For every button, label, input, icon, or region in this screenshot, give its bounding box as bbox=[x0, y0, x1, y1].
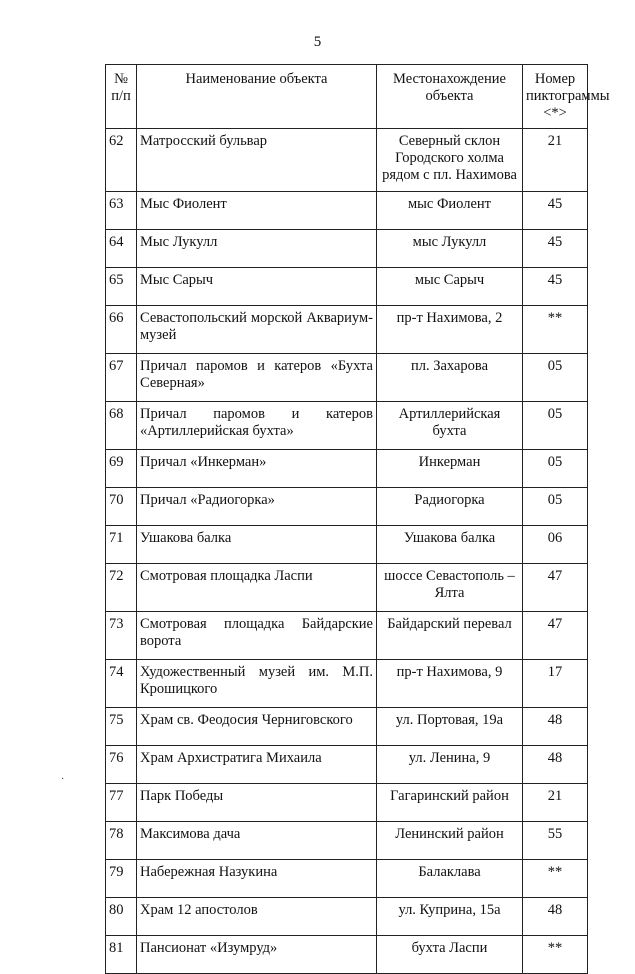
row-pictogram: 05 bbox=[523, 450, 588, 488]
row-location: Байдарский перевал bbox=[377, 612, 523, 660]
table-row bbox=[106, 746, 588, 784]
row-num: 62 bbox=[106, 129, 137, 192]
row-location: Артиллерийская бухта bbox=[377, 402, 523, 450]
row-num: 73 bbox=[106, 612, 137, 660]
row-name: Парк Победы bbox=[137, 784, 377, 822]
row-name: Ушакова балка bbox=[137, 526, 377, 564]
table-row bbox=[106, 822, 588, 860]
table-row bbox=[106, 450, 588, 488]
row-location: ул. Куприна, 15а bbox=[377, 898, 523, 936]
table-row bbox=[106, 860, 588, 898]
row-pictogram: 48 bbox=[523, 746, 588, 784]
row-location: Северный склон Городского холма рядом с пл. Нахимова bbox=[377, 129, 523, 192]
row-num: 76 bbox=[106, 746, 137, 784]
header-name: Наименование объекта bbox=[137, 65, 377, 129]
page-number: 5 bbox=[313, 34, 322, 50]
row-num: 64 bbox=[106, 230, 137, 268]
header-location: Местонахождение объекта bbox=[377, 65, 523, 129]
row-pictogram: 48 bbox=[523, 708, 588, 746]
row-num: 72 bbox=[106, 564, 137, 612]
table-row bbox=[106, 936, 588, 974]
row-location: пр-т Нахимова, 2 bbox=[377, 306, 523, 354]
row-name: Севастопольский морской Аквариум-музей bbox=[137, 306, 377, 354]
row-pictogram: 05 bbox=[523, 488, 588, 526]
row-location: пр-т Нахимова, 9 bbox=[377, 660, 523, 708]
row-name: Матросский бульвар bbox=[137, 129, 377, 192]
row-pictogram: ** bbox=[523, 306, 588, 354]
objects-table bbox=[105, 64, 610, 974]
row-name: Смотровая площадка Байдарские ворота bbox=[137, 612, 377, 660]
row-pictogram: 47 bbox=[523, 612, 588, 660]
row-name: Храм св. Феодосия Черниговского bbox=[137, 708, 377, 746]
row-num: 81 bbox=[106, 936, 137, 974]
row-location: ул. Портовая, 19а bbox=[377, 708, 523, 746]
row-pictogram: ** bbox=[523, 936, 588, 974]
row-location: Радиогорка bbox=[377, 488, 523, 526]
row-pictogram: 05 bbox=[523, 402, 588, 450]
row-pictogram: ** bbox=[523, 860, 588, 898]
row-name: Максимова дача bbox=[137, 822, 377, 860]
row-location: мыс Фиолент bbox=[377, 192, 523, 230]
row-location: Гагаринский район bbox=[377, 784, 523, 822]
table-row bbox=[106, 354, 588, 402]
row-num: 71 bbox=[106, 526, 137, 564]
row-num: 80 bbox=[106, 898, 137, 936]
row-num: 65 bbox=[106, 268, 137, 306]
row-name: Набережная Назукина bbox=[137, 860, 377, 898]
table-row bbox=[106, 660, 588, 708]
row-name: Смотровая площадка Ласпи bbox=[137, 564, 377, 612]
row-location: бухта Ласпи bbox=[377, 936, 523, 974]
row-location: шоссе Севастополь – Ялта bbox=[377, 564, 523, 612]
row-location: Ленинский район bbox=[377, 822, 523, 860]
row-location: Ушакова балка bbox=[377, 526, 523, 564]
table-row bbox=[106, 306, 588, 354]
row-name: Храм 12 апостолов bbox=[137, 898, 377, 936]
row-name: Причал «Радиогорка» bbox=[137, 488, 377, 526]
row-num: 66 bbox=[106, 306, 137, 354]
row-pictogram: 48 bbox=[523, 898, 588, 936]
row-name: Мыс Фиолент bbox=[137, 192, 377, 230]
table-row bbox=[106, 784, 588, 822]
header-num: № п/п bbox=[106, 65, 137, 129]
row-name: Художественный музей им. М.П. Крошицкого bbox=[137, 660, 377, 708]
row-num: 70 bbox=[106, 488, 137, 526]
row-pictogram: 05 bbox=[523, 354, 588, 402]
row-location: Инкерман bbox=[377, 450, 523, 488]
header-pictogram: Номер пиктограммы <*> bbox=[523, 65, 588, 129]
table-row bbox=[106, 564, 588, 612]
row-name: Причал паромов и катеров «Артиллерийская бухта» bbox=[137, 402, 377, 450]
row-location: ул. Ленина, 9 bbox=[377, 746, 523, 784]
table-row bbox=[106, 192, 588, 230]
table-row bbox=[106, 488, 588, 526]
row-pictogram: 55 bbox=[523, 822, 588, 860]
row-pictogram: 21 bbox=[523, 784, 588, 822]
row-name: Причал паромов и катеров «Бухта Северная» bbox=[137, 354, 377, 402]
table-row bbox=[106, 129, 588, 192]
row-name: Причал «Инкерман» bbox=[137, 450, 377, 488]
row-num: 69 bbox=[106, 450, 137, 488]
row-num: 77 bbox=[106, 784, 137, 822]
row-num: 74 bbox=[106, 660, 137, 708]
row-num: 63 bbox=[106, 192, 137, 230]
table-row bbox=[106, 898, 588, 936]
table-row bbox=[106, 612, 588, 660]
row-pictogram: 06 bbox=[523, 526, 588, 564]
row-num: 75 bbox=[106, 708, 137, 746]
table-row bbox=[106, 402, 588, 450]
row-pictogram: 47 bbox=[523, 564, 588, 612]
table-header-row bbox=[106, 65, 588, 129]
row-pictogram: 45 bbox=[523, 192, 588, 230]
scan-dot-mark: · bbox=[61, 774, 65, 785]
row-pictogram: 45 bbox=[523, 268, 588, 306]
row-location: пл. Захарова bbox=[377, 354, 523, 402]
row-location: мыс Лукулл bbox=[377, 230, 523, 268]
row-name: Пансионат «Изумруд» bbox=[137, 936, 377, 974]
row-num: 78 bbox=[106, 822, 137, 860]
row-name: Мыс Сарыч bbox=[137, 268, 377, 306]
row-pictogram: 21 bbox=[523, 129, 588, 192]
table-row bbox=[106, 708, 588, 746]
row-location: мыс Сарыч bbox=[377, 268, 523, 306]
row-name: Храм Архистратига Михаила bbox=[137, 746, 377, 784]
row-num: 79 bbox=[106, 860, 137, 898]
row-pictogram: 17 bbox=[523, 660, 588, 708]
row-location: Балаклава bbox=[377, 860, 523, 898]
table-row bbox=[106, 230, 588, 268]
row-num: 67 bbox=[106, 354, 137, 402]
table-row bbox=[106, 268, 588, 306]
row-num: 68 bbox=[106, 402, 137, 450]
table-row bbox=[106, 526, 588, 564]
row-name: Мыс Лукулл bbox=[137, 230, 377, 268]
row-pictogram: 45 bbox=[523, 230, 588, 268]
